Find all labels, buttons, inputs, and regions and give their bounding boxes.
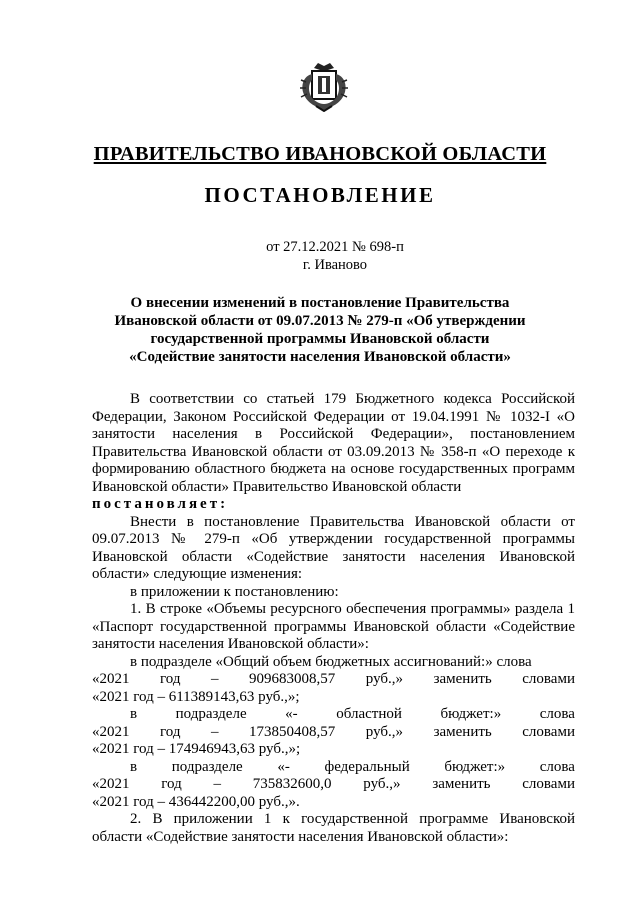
word: бюджет:» [444,758,506,775]
paragraph-item-1: 1. В строке «Объемы ресурсного обеспечения программы» раздела 1 «Паспорт государственной программы Ивановской области «Содействие занятости населения Ивановской области»: [92,601,575,652]
word: слова [539,706,575,722]
organization-heading: ПРАВИТЕЛЬСТВО ИВАНОВСКОЙ ОБЛАСТИ [93,143,547,165]
word: «- [285,706,298,722]
federal-row [92,776,575,794]
date-number: от 27.12.2021 № 698-п [266,239,404,255]
word: в [130,706,138,722]
word: год [160,671,181,687]
word: в [130,758,138,775]
word: «- [277,758,290,775]
document-type-heading: ПОСТАНОВЛЕНИЕ [204,183,436,207]
total-row [92,671,575,689]
word: федеральный [324,758,410,775]
word: 735832600,0 [252,776,332,792]
total-replacement: «2021 год – 611389143,63 руб.,»; [92,688,300,705]
word: словами [522,723,575,740]
word: словами [522,671,575,687]
word: слова [539,758,575,775]
word: заменить [432,776,491,792]
word: руб.,» [365,671,404,687]
word: областной [336,706,402,722]
regional-lead-row [92,706,575,724]
paragraph-amend: Внести в постановление Правительства Ивановской области от 09.07.2013 № 279-п «Об утверждении государственной программы Ивановской области «Содействие занятости населения Ивановской области» следующие изменения: [92,513,575,582]
decree-word: постановляет: [92,496,229,512]
coat-of-arms-emblem [298,62,350,112]
city: г. Иваново [302,257,368,273]
word: – [213,776,222,792]
word: бюджет:» [440,706,502,722]
word: подразделе [171,758,243,775]
paragraph-preamble: В соответствии со статьей 179 Бюджетного кодекса Российской Федерации, Законом Российской Федерации от 19.04.1991 № 1032-I «О занятости населения в Российской Федерации», постановлением Правительства Ивановской области от 03.09.2013 № 358-п «О переходе к формированию областного бюджета на основе государственных программ Ивановской области» Правительство Ивановской области [92,391,575,495]
document-title: О внесении изменений в постановление Правительства Ивановской области от 09.07.2013 № 279-п «Об утверждении государственной программы Ивановской области «Содействие занятости населения Ивановской области» [114,295,526,365]
word: словами [522,776,575,792]
paragraph-total-lead: в подразделе «Общий объем бюджетных ассигнований:» слова [130,653,532,670]
word: 173850408,57 [249,723,336,740]
regional-row [92,724,575,742]
word: «2021 [92,776,130,792]
regional-replacement: «2021 год – 174946943,63 руб.,»; [92,741,301,757]
document-body [92,391,575,846]
word: «2021 [92,671,130,687]
word: заменить [433,723,492,740]
word: год [160,723,181,740]
paragraph-item-2: 2. В приложении 1 к государственной программе Ивановской области «Содействие занятости населения Ивановской области»: [92,811,575,845]
word: – [211,671,219,687]
word: 909683008,57 [249,671,336,687]
federal-replacement: «2021 год – 436442200,00 руб.,». [92,793,300,810]
document-meta [0,238,640,274]
word: «2021 [92,723,130,740]
word: руб.,» [365,723,404,740]
word: подразделе [175,706,247,722]
paragraph-appendix: в приложении к постановлению: [130,583,339,600]
word: год [161,776,182,792]
word: – [211,723,219,740]
word: заменить [433,671,492,687]
federal-lead-row [92,759,575,777]
coat-of-arms-icon [298,62,350,112]
word: руб.,» [363,776,401,792]
